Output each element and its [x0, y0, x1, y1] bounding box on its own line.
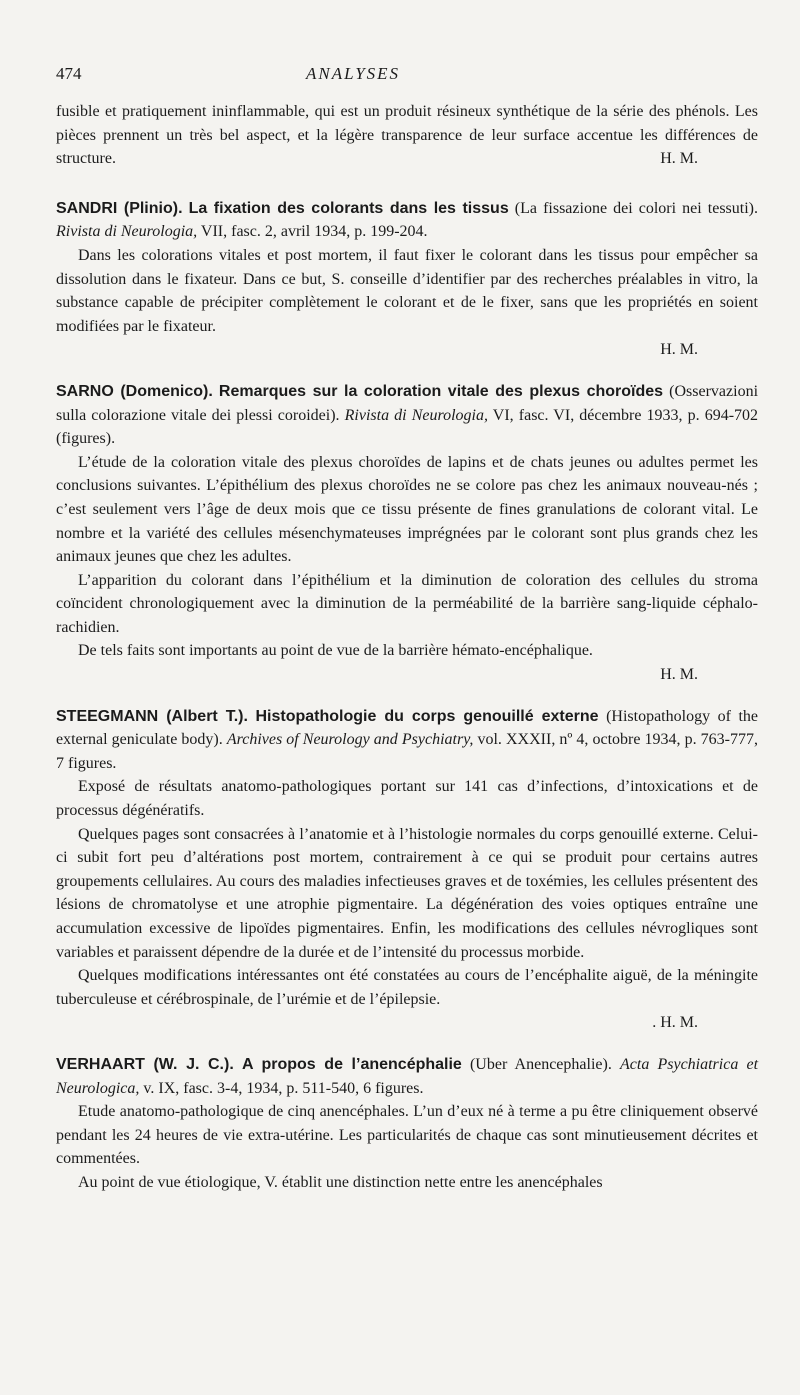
entry-original-title: (Osservazioni sulla colorazione vitale dei plessi coroidei). — [56, 382, 759, 424]
entry-author: VERHAART (W. J. C.). — [56, 1055, 234, 1073]
review-entry — [56, 1053, 758, 1195]
entry-title: La fixation des colorants dans les tissus — [188, 199, 509, 217]
entry-paragraph: L’étude de la coloration vitale des plexus choroïdes de lapins et de chats jeunes ou adultes permet les conclusions suivantes. L’épithélium des plexus choroïdes ne se colore pas chez les animaux nouveau-nés ; c’est seulement vers l’âge de deux mois que ce tissu présente de fines granulations de colorant vital. Le nombre et la variété des cellules mésenchymateuses imprégnées par le colorant sont plus grands chez les animaux jeunes que chez les adultes. — [56, 453, 758, 566]
entry-title: Histopathologie du corps genouillé externe — [255, 707, 599, 725]
entry-original-title: (La fissazione dei colori nei tessuti). — [508, 199, 758, 217]
entry-paragraph: Au point de vue étiologique, V. établit une distinction nette entre les anencéphales — [78, 1173, 603, 1191]
entry-heading — [56, 1053, 758, 1100]
entry-title: A propos de l’anencéphalie — [241, 1055, 462, 1073]
entry-paragraph: Exposé de résultats anatomo-pathologiques portant sur 141 cas d’infections, d’intoxications et de processus dégénératifs. — [56, 778, 758, 820]
entry-journal: Archives of Neurology and Psychiatry, — [226, 731, 474, 749]
entry-journal: Acta Psychiatrica et Neurologica, — [56, 1055, 759, 1097]
intro-paragraph — [56, 100, 758, 171]
review-entry — [56, 197, 758, 362]
entry-heading — [56, 380, 758, 451]
entry-original-title: (Histopathology of the external geniculate body). — [56, 707, 759, 749]
entry-reference: VII, fasc. 2, avril 1934, p. 199-204. — [197, 223, 428, 241]
entry-original-title: (Uber Anencephalie). — [461, 1055, 612, 1073]
entry-heading — [56, 705, 758, 776]
entry-journal: Rivista di Neurologia, — [56, 223, 198, 241]
entry-paragraph: De tels faits sont importants au point de vue de la barrière hémato-encéphalique. — [78, 642, 593, 660]
entry-author: STEEGMANN (Albert T.). — [56, 707, 248, 725]
entry-heading — [56, 197, 758, 244]
entry-paragraph: Quelques pages sont consacrées à l’anatomie et à l’histologie normales du corps genouillé externe. Celui-ci subit fort peu d’altérations post mortem, contrairement à ce qui se produit pour certains autres groupements cellulaires. Au cours des maladies infectieuses graves et de toxémies, les cellules présentent des lésions de chromatolyse et une atrophie pigmentaire. La dégénération des voies optiques entraîne une accumulation excessive de lipoïdes pigmentaires. Enfin, les modifications des cellules névrogliques sont variables et paraissent dépendre de la durée et de l’intensité du processus morbide. — [56, 825, 758, 961]
entry-title: Remarques sur la coloration vitale des plexus choroïdes — [218, 382, 664, 400]
review-entry — [56, 380, 758, 687]
entry-paragraph: Etude anatomo-pathologique de cinq anencéphales. L’un d’eux né à terme a pu être cliniquement observé pendant les 24 heures de vie extra-utérine. Les particularités de chaque cas sont minutieusement décrites et commentées. — [56, 1103, 758, 1168]
entry-signature: H. M. — [660, 666, 698, 684]
entry-reference: vol. XXXII, nº 4, octobre 1934, p. 763-777, 7 figures. — [56, 731, 759, 772]
review-entry — [56, 705, 758, 1035]
intro-text: fusible et pratiquement ininflammable, qui est un produit résineux synthétique de la série des phénols. Les pièces prennent un très bel aspect, et la légère transparence de leur surface accentue les différences de structure. — [56, 103, 758, 168]
intro-signature: H. M. — [660, 150, 698, 168]
entry-signature: . H. M. — [652, 1014, 698, 1032]
entry-paragraph: Dans les colorations vitales et post mortem, il faut fixer le colorant dans les tissus pour empêcher sa dissolution dans le fixateur. Dans ce but, S. conseille d’identifier par des recherches préalables in vitro, la substance capable de précipiter complètement le colorant et de le fixer, sans que les propriétés en soient modifiées par le fixateur. — [56, 246, 758, 335]
running-title: ANALYSES — [306, 64, 401, 83]
entry-author: SANDRI (Plinio). — [56, 199, 183, 217]
entry-paragraph: L’apparition du colorant dans l’épithélium et la diminution de coloration des cellules du stroma coïncident chronologiquement avec la diminution de la perméabilité de la barrière sang-liquide céphalo-rachidien. — [56, 571, 758, 636]
page-number: 474 — [56, 64, 82, 83]
entry-author: SARNO (Domenico). — [56, 382, 213, 400]
entry-paragraph: Quelques modifications intéressantes ont été constatées au cours de l’encéphalite aiguë, de la méningite tuberculeuse et cérébrospinale, de l’urémie et de l’épilepsie. — [56, 967, 758, 1008]
entry-reference: VI, fasc. VI, décembre 1933, p. 694-702 (figures). — [56, 406, 759, 448]
entry-reference: v. IX, fasc. 3-4, 1934, p. 511-540, 6 figures. — [139, 1079, 424, 1097]
entry-signature: H. M. — [660, 341, 698, 359]
running-head — [56, 64, 758, 100]
entry-journal: Rivista di Neurologia, — [344, 406, 488, 424]
